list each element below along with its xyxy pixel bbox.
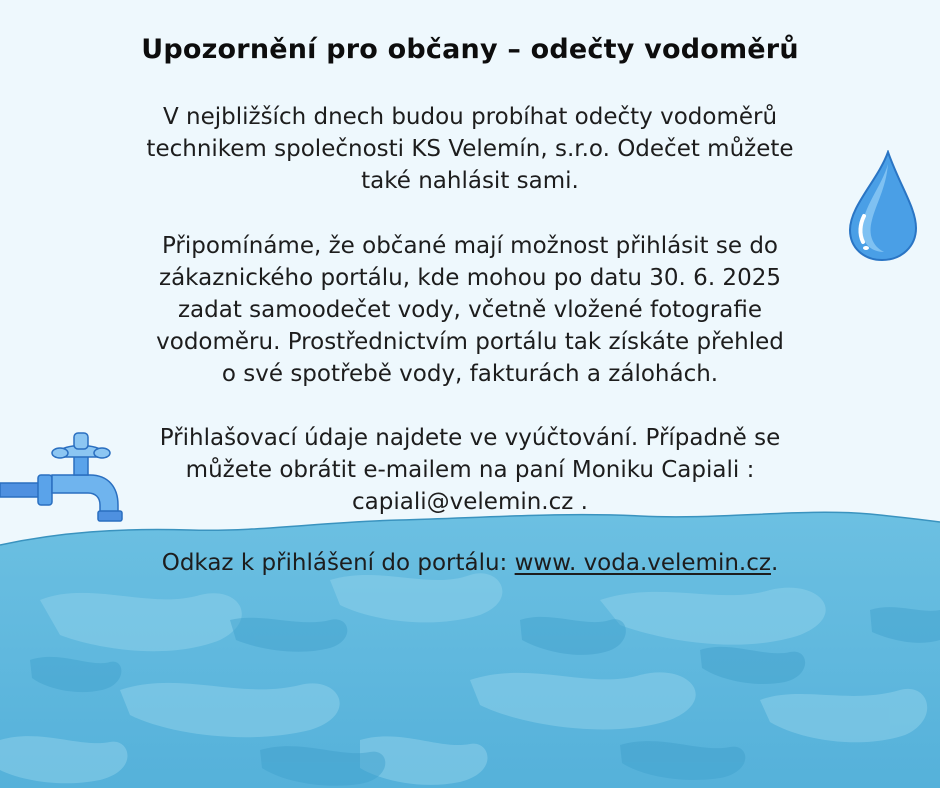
paragraph-line: o své spotřebě vody, fakturách a zálohách. — [221, 361, 719, 387]
faucet-icon — [0, 425, 140, 530]
paragraph-line: zadat samoodečet vody, včetně vložené fotografie — [177, 297, 763, 323]
paragraph-announcement — [90, 101, 850, 197]
portal-link-prefix: Odkaz k přihlášení do portálu: — [161, 550, 515, 576]
paragraph-portal-info — [90, 230, 850, 390]
page-title: Upozornění pro občany – odečty vodoměrů — [141, 34, 799, 65]
paragraph-line: Přihlašovací údaje najdete ve vyúčtování. Případně se — [159, 425, 781, 451]
paragraph-contact — [90, 422, 850, 518]
portal-link[interactable]: www. voda.velemin.cz — [514, 550, 771, 576]
paragraph-line: Připomínáme, že občané mají možnost přihlásit se do — [161, 233, 779, 259]
portal-link-row — [0, 547, 940, 579]
portal-link-suffix: . — [770, 550, 779, 576]
paragraph-line: vodoměru. Prostřednictvím portálu tak získáte přehled — [156, 329, 784, 355]
paragraph-line: zákaznického portálu, kde mohou po datu 30. 6. 2025 — [159, 265, 781, 291]
water-drop-icon — [842, 150, 922, 262]
paragraph-line: V nejbližších dnech budou probíhat odečty vodoměrů — [162, 104, 778, 130]
paragraph-line: technikem společnosti KS Velemín, s.r.o. Odečet můžete — [146, 136, 794, 162]
paragraph-line: můžete obrátit e-mailem na paní Moniku Capiali : — [185, 457, 755, 483]
paragraph-line: také nahlásit sami. — [361, 168, 579, 194]
contact-email[interactable]: capiali@velemin.cz . — [352, 489, 588, 515]
